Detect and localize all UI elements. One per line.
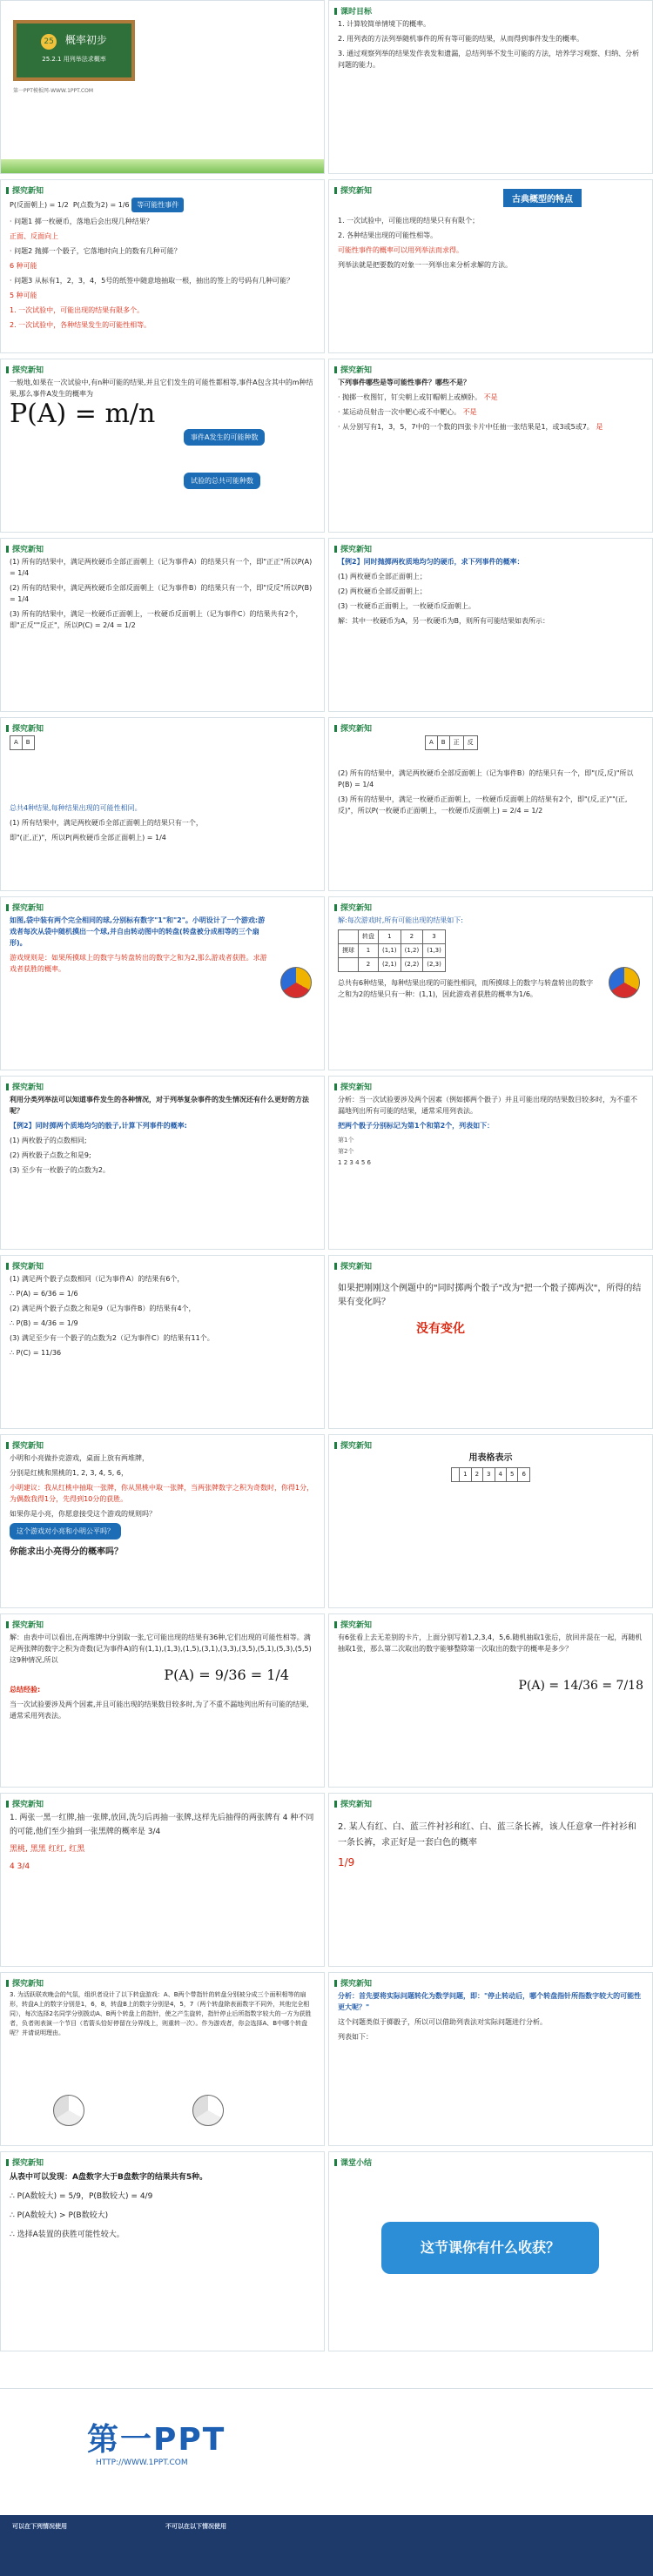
event-item: · 抛掷一枚图钉，钉尖朝上或钉帽朝上或横卧。 (338, 393, 482, 401)
example-item: (1) 两枚硬币全部正面朝上； (338, 573, 427, 580)
game-line: 分别是红桃和黑桃的1, 2, 3, 4, 5, 6， (10, 1469, 128, 1477)
grass-decoration (1, 159, 324, 173)
table-header: 反 (463, 736, 477, 750)
analysis-detail: 这个问题类似于掷骰子，所以可以借助列表法对实际问题进行分析。 (338, 2018, 547, 2026)
question-line: · 问题1 掷一枚硬币，落地后会出现几种结果？ (10, 218, 153, 225)
slide-body (10, 915, 272, 978)
usage-forbidden (165, 2522, 453, 2531)
subheading: 把两个骰子分别标记为第1个和第2个，列表如下： (338, 1122, 495, 1130)
table-header: B (437, 736, 449, 750)
slide-15 (0, 1255, 325, 1429)
slide-3 (0, 179, 325, 353)
solution-line: (2) 所有的结果中，满足两枚硬币全部反面朝上（记为事件B）的结果只有一个，即"反反"所以P(B) = 1/4 (10, 584, 313, 603)
solution-line: (1) 所有的结果中，满足两枚硬币全部正面朝上（记为事件A）的结果只有一个，即"正正"所以P(A) = 1/4 (10, 558, 313, 577)
brand-url: HTTP://WWW.1PPT.COM (96, 2459, 188, 2467)
answer-count: 4 (10, 1862, 15, 1871)
spinner-image (609, 967, 640, 998)
slide-25 (0, 2151, 325, 2351)
feature-item: 2. 各种结果出现的可能性相等。 (338, 231, 438, 239)
slide-8 (328, 538, 653, 712)
slide-title: 探究新知 (334, 1619, 372, 1630)
slide-body (10, 1632, 315, 1725)
solution-line: (2) 满足两个骰子点数之和是9（记为事件B）的结果有4个， (10, 1305, 196, 1312)
feature-heading: 古典概型的特点 (503, 189, 582, 207)
probability-question: 你能求出小亮得分的概率吗？ (10, 1547, 123, 1557)
cover-title: 概率初步 (64, 34, 107, 46)
example-text: 【例2】同时掷两个质地均匀的骰子,计算下列事件的概率: (10, 1122, 187, 1130)
objective-item: 3. 通过观察列举的结果发作表发和遗漏，总结列举不发生可能的方法，培养学习观察、归纳、分析问题的能力。 (338, 50, 640, 69)
slide-title: 探究新知 (6, 1619, 44, 1630)
slide-14 (328, 1076, 653, 1250)
slide-1-cover (0, 0, 325, 174)
slide-13 (0, 1076, 325, 1250)
exercise-options: 黑桃, 黑黑 红红, 红黑 (10, 1845, 85, 1854)
slide-body (10, 1811, 315, 1877)
slide-23 (0, 1972, 325, 2146)
feature-line: 2. 一次试验中，各种结果发生的可能性相等。 (10, 321, 151, 329)
solution-line: ∴ P(C) = 11/36 (10, 1349, 62, 1357)
slide-body (338, 18, 643, 74)
event-answer: 不是 (462, 408, 477, 416)
table-cell: 2 (359, 958, 379, 972)
slide-20 (328, 1613, 653, 1788)
answer-line: 5 种可能 (10, 292, 37, 299)
fairness-bubble: 这个游戏对小亮和小明公平吗？ (10, 1523, 121, 1540)
slide-9 (0, 717, 325, 891)
spinner-a (53, 2095, 84, 2126)
solution-line: (3) 满足至少有一个骰子的点数为2（记为事件C）的结果有11个。 (10, 1334, 214, 1342)
analysis-result: 列表如下： (338, 2033, 373, 2041)
table-header: 6 (518, 1468, 529, 1482)
slide-body (338, 556, 643, 630)
chalkboard (13, 20, 135, 81)
example-item: (1) 两枚骰子的点数相同; (10, 1137, 87, 1144)
slide-body (10, 1094, 315, 1179)
axis-value: 6 (367, 1159, 371, 1166)
slide-2-objectives (328, 0, 653, 174)
slide-body (10, 377, 315, 485)
table-cell: (1,1) (379, 944, 401, 958)
slide-body (10, 1452, 315, 1561)
table-header: 4 (495, 1468, 506, 1482)
slide-title: 探究新知 (334, 364, 372, 375)
table-cell: (2,1) (379, 958, 401, 972)
slide-title: 探究新知 (6, 2157, 44, 2168)
slide-title: 探究新知 (6, 1081, 44, 1092)
table-header: 3 (483, 1468, 495, 1482)
table-cell: (2,3) (423, 958, 446, 972)
question-text: 如果把刚刚这个例题中的"同时掷两个骰子"改为"把一个骰子掷两次"，所得的结果有变化吗？ (338, 1284, 642, 1307)
table-header: B (22, 736, 34, 750)
cover-subtitle: 25.2.1 用列举法求概率 (42, 56, 106, 63)
slide-body (338, 1632, 643, 1695)
method-label: 总结经验: (10, 1686, 41, 1694)
slide-title: 课堂小结 (334, 2157, 372, 2168)
slide-22 (328, 1793, 653, 1967)
slide-body (10, 735, 315, 847)
table-cell: 1 (359, 944, 379, 958)
slide-body (10, 198, 315, 334)
exercise-text: 1. 两张一黑一红牌,抽一张牌,放回,洗匀后再抽一张牌,这样先后抽得的两张牌有 4 种不同的可能,他们至少抽到一张黑牌的概率是 3/4 (10, 1814, 314, 1836)
axis-first-label: 第1个 (338, 1137, 354, 1144)
table-header: 转盘 (359, 930, 379, 944)
table-header: 2 (401, 930, 423, 944)
slide-title: 探究新知 (6, 1798, 44, 1809)
slide-body (10, 1990, 315, 2042)
table-header: A (10, 736, 23, 750)
slide-19 (0, 1613, 325, 1788)
question-line: · 问题2 抛掷一个骰子，它落地时向上的数有几种可能？ (10, 247, 181, 255)
slide-title: 探究新知 (334, 543, 372, 554)
slide-title: 探究新知 (334, 902, 372, 913)
table-header: 1 (460, 1468, 471, 1482)
equal-prob-tag: 等可能性事件 (131, 198, 184, 212)
conclusion-text: 总共有6种结果，每种结果出现的可能性相同，而所摸球上的数字与转盘转出的数字之和为2的结果只有一种：(1,1)，因此游戏者获胜的概率为1/6。 (338, 979, 594, 998)
game-line: 如果你是小亮，你愿意接受这个游戏的规则吗？ (10, 1510, 156, 1518)
prob-line: P(反面朝上) = 1/2 (10, 201, 69, 209)
slide-body (10, 1273, 315, 1362)
footer-bar (0, 2515, 653, 2576)
intro-text: 利用分类列举法可以知道事件发生的各种情况，对于列举复杂事件的发生情况还有什么更好的方法呢？ (10, 1096, 309, 1115)
table-header: 3 (423, 930, 446, 944)
table-row-label: 摸球 (339, 944, 359, 958)
problem-text: 如图,袋中装有两个完全相同的球,分别标有数字"1"和"2"。小明设计了一个游戏:游戏者每次从袋中随机摸出一个球,并自由转动图中的转盘(转盘被分成相等的三个扇形)。 (10, 916, 266, 947)
probability-formula: P(A) = m/n (10, 399, 156, 429)
slide-body (338, 1282, 643, 1339)
table-cell: (1,3) (423, 944, 446, 958)
finding-line: ∴ P(A数较大) > P(B数较大) (10, 2211, 109, 2220)
answer-probability: 3/4 (17, 1862, 30, 1871)
answer-line: 正面、反面向上 (10, 232, 58, 240)
usage-allowed-title: 可以在下列情况使用 (12, 2523, 67, 2530)
problem-text: 有6张看上去无差别的卡片，上面分别写着1,2,3,4，5,6.随机抽取1张后，放回并混在一起，再随机抽取1张，那么第二次取出的数字能够整除第一次取出的数字的概率是多少？ (338, 1633, 643, 1653)
solution-line: (3) 所有的结果中，满足一枚硬币正面朝上，一枚硬币反面朝上（记为事件C）的结果共有2个，即"正反""反正"，所以P(C) = 2/4 = 1/2 (10, 610, 303, 629)
solution-text: 解：由表中可以看出,在两堆牌中分别取一张,它可能出现的结果有36种,它们出现的可能性相等。满足两张牌的数字之积为奇数(记为事件A)的有(1,1),(1,3),(1,5),(3,1),(3,3),(3,5),(5,1),(5,3),(5,5)这9种情况,所以 (10, 1633, 312, 1664)
slide-title: 探究新知 (6, 902, 44, 913)
slide-18 (328, 1434, 653, 1608)
table-header: 5 (506, 1468, 517, 1482)
axis-second-label: 第2个 (338, 1148, 354, 1155)
slide-body (338, 915, 600, 1003)
feature-line: 1. 一次试验中，可能出现的结果有限多个。 (10, 306, 145, 314)
table-heading: 用表格表示 (468, 1453, 513, 1463)
result-formula: P(A) = 14/36 = 7/18 (518, 1679, 643, 1693)
slide-12 (328, 896, 653, 1070)
slide-title: 探究新知 (6, 1439, 44, 1451)
solution-line: (1) 满足两个骰子点数相同（记为事件A）的结果有6个， (10, 1275, 185, 1283)
chapter-badge: 25 (41, 34, 57, 50)
slide-title: 探究新知 (334, 1260, 372, 1271)
solution-line: (1) 所有结果中，满足两枚硬币全部正面朝上的结果只有一个， (10, 819, 203, 827)
product-table (451, 1467, 530, 1482)
example-item: (2) 两枚硬币全部反面朝上； (338, 587, 427, 595)
slide-title: 探究新知 (6, 184, 44, 196)
event-answer: 不是 (483, 393, 498, 401)
end-slide (0, 2388, 653, 2576)
table-header: A (426, 736, 438, 750)
slide-body (338, 1990, 643, 2046)
prob-line: P(点数为2) = 1/6 (72, 201, 130, 209)
slide-body (10, 556, 315, 634)
result-formula: P(A) = 9/36 = 1/4 (164, 1667, 289, 1683)
solution-line: (3) 所有的结果中，满足一枚硬币正面朝上，一枚硬币反面朝上的结果有2个，即"(反,正)""(正,反)"，所以P(一枚硬币正面朝上，一枚硬币反面朝上) = 2/4 = 1/2 (338, 795, 628, 815)
analysis-text: 分析：首先要将实际问题转化为数学问题，即："停止转动后，哪个转盘指针所指数字较大的可能性更大呢？" (338, 1992, 642, 2011)
example-item: (2) 两枚骰子点数之和是9; (10, 1151, 91, 1159)
slide-title: 探究新知 (6, 1977, 44, 1989)
slide-title: 课时目标 (334, 5, 372, 17)
example-item: (3) 一枚硬币正面朝上，一枚硬币反面朝上。 (338, 602, 475, 610)
slide-17 (0, 1434, 325, 1608)
slide-title: 探究新知 (334, 1977, 372, 1989)
slide-24 (328, 1972, 653, 2146)
table-header: 1 (379, 930, 401, 944)
axis-value: 5 (360, 1159, 366, 1166)
axis-value: 3 (349, 1159, 353, 1166)
axis-value: 1 (338, 1159, 342, 1166)
slide-body (338, 377, 643, 436)
objective-item: 2. 用列表的方法列举随机事件的所有等可能的结果，从而得到事件发生的概率。 (338, 35, 584, 43)
exercise-text: 2. 某人有红、白、蓝三件衬衫和红、白、蓝三条长裤，该人任意拿一件衬衫和一条长裤，求正好是一套白色的概率 (338, 1822, 636, 1848)
slide-body (338, 1452, 643, 1482)
slide-title: 探究新知 (334, 1439, 372, 1451)
slide-title: 探究新知 (334, 1798, 372, 1809)
slide-21 (0, 1793, 325, 1967)
example-heading: 【例2】同时抛掷两枚质地均匀的硬币，求下列事件的概率： (338, 558, 524, 566)
finding-heading: 从表中可以发现：A盘数字大于B盘数字的结果共有5种。 (10, 2173, 208, 2182)
slide-title: 探究新知 (6, 1260, 44, 1271)
usage-forbidden-title: 不可以在以下情况使用 (165, 2523, 226, 2530)
table-header: 2 (471, 1468, 482, 1482)
axis-values (338, 1157, 643, 1169)
slide-title: 探究新知 (6, 543, 44, 554)
slide-5 (0, 359, 325, 533)
summary-banner: 这节课你有什么收获？ (381, 2222, 599, 2274)
game-line: 小明建议：我从红桃中抽取一张牌，你从黑桃中取一张牌，当两张牌数字之积为奇数时，你得1分，为偶数我得1分，先得到10分的获胜。 (10, 1484, 314, 1503)
spinner-image (280, 967, 312, 998)
exercise-text: 3. 为活跃联欢晚会的气氛，组织者设计了以下转盘游戏：A、B两个带指针的转盘分别被分成三个面积相等的扇形，转盘A上的数字分别是1，6，8，转盘B上的数字分别是4，5，7（两个转盘除表面数字不同外，其他完全相同），每次选择2名同学分别拨动A、B两个转盘上的指针，使之产生旋转，指针停止后所指数字较大的一方为获胜者，负者则表演一个节目（若箭头恰好停留在分界线上，则重转一次）。作为游戏者，你会选择A、B中哪个转盘呢？并请说明理由。 (10, 1991, 312, 2036)
answer-text: 没有变化 (416, 1322, 465, 1336)
example-item: 解：其中一枚硬币为A，另一枚硬币为B，则所有可能结果如表所示： (338, 617, 549, 625)
slide-body (338, 1820, 643, 1874)
slide-title: 探究新知 (334, 1081, 372, 1092)
slide-4 (328, 179, 653, 353)
slide-11 (0, 896, 325, 1070)
label-n: 试验的总共可能种数 (184, 473, 260, 489)
label-m: 事件A发生的可能种数 (184, 429, 265, 446)
slide-body (338, 1094, 643, 1169)
solution-line: ∴ P(A) = 6/36 = 1/6 (10, 1290, 78, 1298)
event-answer: 是 (596, 423, 603, 431)
slide-body (338, 215, 643, 274)
solution-intro: 解:每次游戏时,所有可能出现的结果如下: (338, 916, 463, 924)
exercise-answer: 1/9 (338, 1856, 355, 1868)
slide-26 (328, 2151, 653, 2351)
solution-line: (2) 所有的结果中，满足两枚硬币全部反面朝上（记为事件B）的结果只有一个，即"(反,反)"所以P(B) = 1/4 (338, 769, 634, 788)
slide-title: 探究新知 (6, 364, 44, 375)
definition-text: 一般地,如果在一次试验中,有n种可能的结果,并且它们发生的可能性都相等,事件A包含其中的m种结果,那么事件A发生的概率为 (10, 379, 313, 398)
slide-10 (328, 717, 653, 891)
axis-value: 4 (355, 1159, 360, 1166)
slide-title: 探究新知 (6, 722, 44, 734)
spinner-b (192, 2095, 224, 2126)
event-item: · 某运动员射击一次中靶心或不中靶心。 (338, 408, 461, 416)
table-cell: (1,2) (401, 944, 423, 958)
question-line: · 问题3 从标有1，2，3，4，5号的纸签中随意地抽取一根，抽出的签上的号码有几种可能？ (10, 277, 294, 285)
finding-line: ∴ P(A数较大) = 5/9，P(B数较大) = 4/9 (10, 2192, 153, 2201)
outcome-table (338, 929, 446, 972)
table-cell: (2,2) (401, 958, 423, 972)
objective-item: 1. 计算较简单情境下的概率。 (338, 20, 431, 28)
analysis-text: 分析：当一次试验要涉及两个因素（例如掷两个骰子）并且可能出现的结果数目较多时，为不重不漏地列出所有可能的结果，通常采用列表法。 (338, 1096, 637, 1115)
finding-line: ∴ 选择A装置的获胜可能性较大。 (10, 2231, 125, 2239)
table-header: 正 (449, 736, 463, 750)
solution-line: 即"(正,正)"，所以P(两枚硬币全部正面朝上) = 1/4 (10, 834, 166, 842)
slide-body (10, 2170, 315, 2246)
question-text: 下列事件哪些是等可能性事件？哪些不是？ (338, 379, 470, 386)
answer-line: 6 种可能 (10, 262, 37, 270)
slide-body (338, 735, 643, 820)
example-item: (3) 至少有一枚骰子的点数为2。 (10, 1166, 110, 1174)
cover-website: 第一PPT模板网-WWW.1PPT.COM (13, 88, 94, 94)
slide-title: 探究新知 (334, 722, 372, 734)
feature-item: 可能性事件的概率可以用列举法而求得。 (338, 246, 463, 254)
axis-value: 2 (343, 1159, 348, 1166)
outcome-table (425, 735, 478, 750)
slide-16 (328, 1255, 653, 1429)
feature-item: 列举法就是把要数的对象一一列举出来分析求解的方法。 (338, 261, 512, 269)
brand-logo: 第一PPT (87, 2422, 226, 2458)
rule-text: 游戏规则是：如果所摸球上的数字与转盘转出的数字之和为2,那么游戏者获胜。求游戏者获胜的概率。 (10, 954, 267, 973)
slide-title: 探究新知 (334, 184, 372, 196)
feature-item: 1. 一次试验中，可能出现的结果只有有限个； (338, 217, 480, 225)
outcome-table (10, 735, 35, 750)
event-item: · 从分别写有1，3，5，7中的一个数的四张卡片中任抽一张结果是1，或3或5或7。 (338, 423, 594, 431)
method-text: 当一次试验要涉及两个因素,并且可能出现的结果数目较多时,为了不重不漏地列出所有可能的结果,通常采用列表法。 (10, 1701, 309, 1720)
solution-line: ∴ P(B) = 4/36 = 1/9 (10, 1319, 78, 1327)
slide-7 (0, 538, 325, 712)
note-text: 总共4种结果,每种结果出现的可能性相同。 (10, 804, 142, 812)
slide-6 (328, 359, 653, 533)
game-line: 小明和小亮做扑克游戏，桌面上放有两堆牌， (10, 1454, 149, 1462)
